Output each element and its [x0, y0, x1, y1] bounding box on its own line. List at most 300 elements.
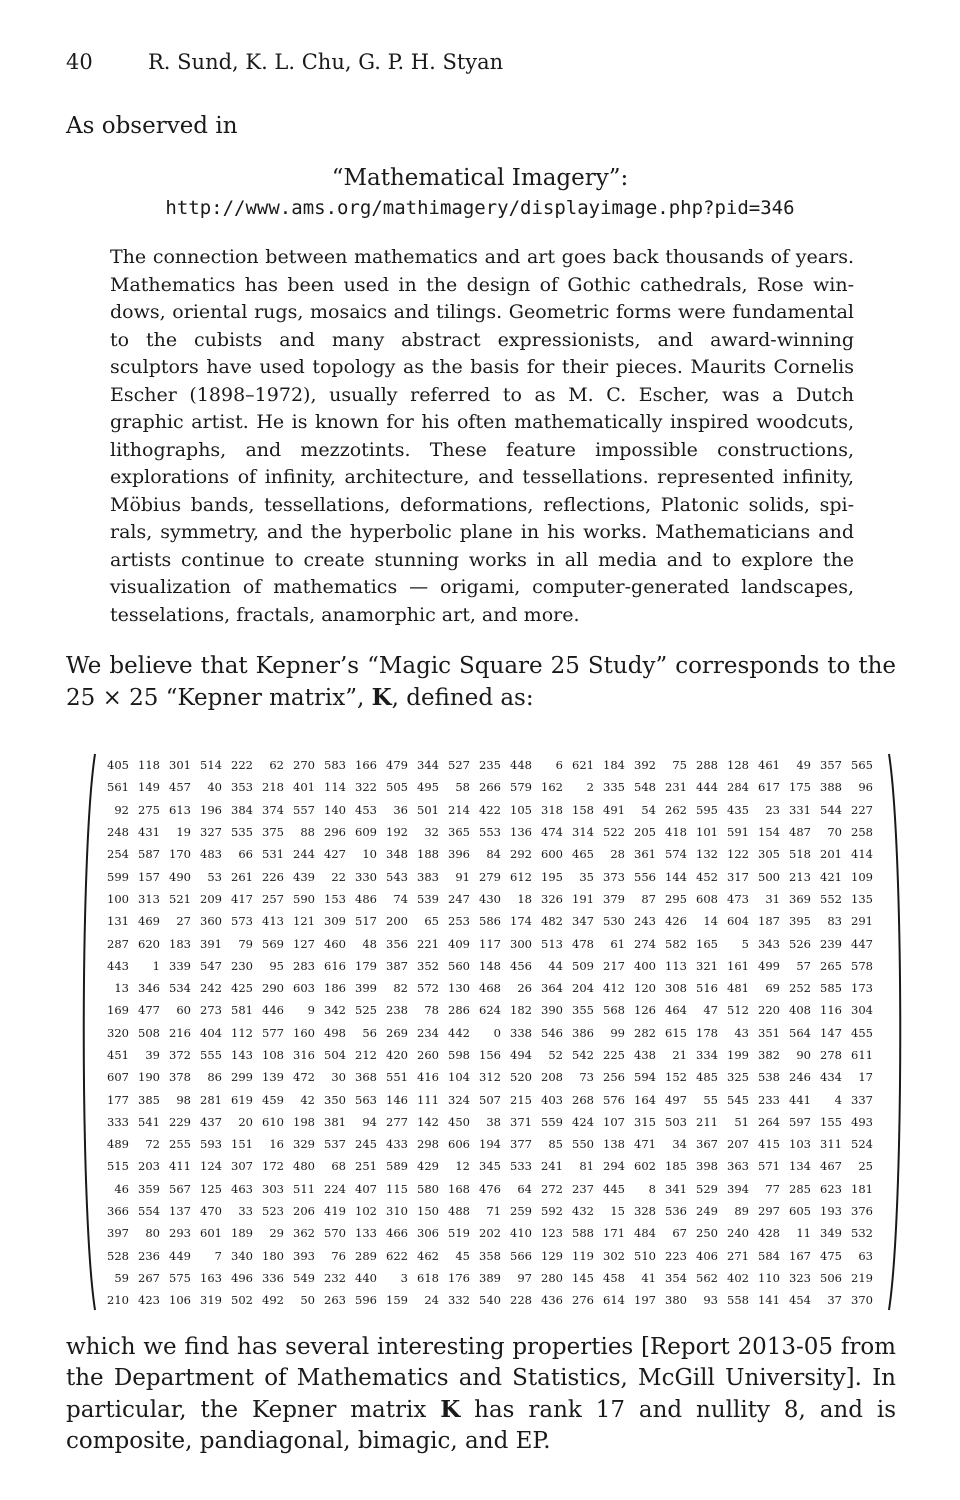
matrix-cell: 558: [727, 1293, 749, 1308]
matrix-cell: 342: [324, 1003, 346, 1018]
matrix-cell: 358: [479, 1248, 501, 1263]
matrix-cell: 570: [324, 1226, 346, 1241]
matrix-cell: 355: [572, 1003, 594, 1018]
matrix-row: [98, 821, 873, 843]
matrix-cell: 546: [541, 1025, 563, 1040]
matrix-cell: 603: [293, 981, 315, 996]
matrix-cell: 533: [510, 1159, 532, 1174]
matrix-cell: 445: [603, 1181, 625, 1196]
matrix-cell: 597: [789, 1114, 811, 1129]
matrix-cell: 556: [634, 869, 656, 884]
matrix-cell: 221: [417, 936, 439, 951]
matrix-cell: 17: [858, 1070, 873, 1085]
matrix-cell: 58: [455, 780, 470, 795]
matrix-cell: 343: [758, 936, 780, 951]
matrix-cell: 69: [765, 981, 780, 996]
matrix-cell: 186: [324, 981, 346, 996]
matrix-row: [98, 1222, 873, 1244]
matrix-cell: 109: [851, 869, 873, 884]
matrix-cell: 341: [665, 1181, 687, 1196]
matrix-cell: 536: [665, 1204, 687, 1219]
matrix-cell: 514: [200, 758, 222, 773]
matrix-cell: 216: [169, 1025, 191, 1040]
matrix-cell: 405: [107, 758, 129, 773]
matrix-cell: 579: [510, 780, 532, 795]
matrix-cell: 246: [789, 1070, 811, 1085]
matrix-cell: 103: [789, 1137, 811, 1152]
matrix-cell: 303: [262, 1181, 284, 1196]
matrix-cell: 54: [641, 802, 656, 817]
matrix-cell: 322: [355, 780, 377, 795]
matrix-cell: 464: [665, 1003, 687, 1018]
matrix-cell: 582: [665, 936, 687, 951]
matrix-cell: 513: [541, 936, 563, 951]
matrix-cell: 571: [758, 1159, 780, 1174]
matrix-cell: 238: [386, 1003, 408, 1018]
matrix-cell: 161: [727, 958, 749, 973]
matrix-cell: 595: [696, 802, 718, 817]
matrix-cell: 554: [138, 1204, 160, 1219]
matrix-cell: 563: [355, 1092, 377, 1107]
matrix-table: [98, 754, 873, 1311]
matrix-cell: 60: [176, 1003, 191, 1018]
matrix-cell: 489: [107, 1137, 129, 1152]
matrix-cell: 170: [169, 847, 191, 862]
matrix-cell: 369: [789, 891, 811, 906]
matrix-cell: 585: [820, 981, 842, 996]
matrix-cell: 165: [696, 936, 718, 951]
matrix-cell: 187: [758, 914, 780, 929]
matrix-cell: 366: [107, 1204, 129, 1219]
matrix-cell: 92: [114, 802, 129, 817]
matrix-cell: 2: [586, 780, 594, 795]
matrix-cell: 197: [634, 1293, 656, 1308]
matrix-cell: 515: [107, 1159, 129, 1174]
matrix-cell: 568: [603, 1003, 625, 1018]
matrix-cell: 426: [665, 914, 687, 929]
matrix-cell: 6: [555, 758, 563, 773]
matrix-cell: 110: [758, 1270, 780, 1285]
matrix-cell: 262: [665, 802, 687, 817]
matrix-cell: 461: [758, 758, 780, 773]
matrix-cell: 159: [386, 1293, 408, 1308]
matrix-cell: 184: [603, 758, 625, 773]
matrix-cell: 196: [200, 802, 222, 817]
matrix-cell: 423: [138, 1293, 160, 1308]
matrix-row: [98, 1245, 873, 1267]
matrix-cell: 573: [231, 914, 253, 929]
matrix-cell: 297: [758, 1204, 780, 1219]
matrix-cell: 132: [696, 847, 718, 862]
matrix-cell: 212: [355, 1048, 377, 1062]
matrix-cell: 46: [114, 1181, 129, 1196]
matrix-cell: 466: [386, 1226, 408, 1241]
matrix-cell: 604: [727, 914, 749, 929]
matrix-cell: 185: [665, 1159, 687, 1174]
matrix-cell: 471: [634, 1137, 656, 1152]
matrix-cell: 446: [262, 1003, 284, 1018]
matrix-cell: 418: [665, 825, 687, 840]
matrix-cell: 301: [169, 758, 191, 773]
matrix-cell: 207: [727, 1137, 749, 1152]
matrix-cell: 33: [238, 1204, 253, 1219]
matrix-cell: 211: [696, 1114, 718, 1129]
matrix-cell: 425: [231, 981, 253, 996]
matrix-cell: 487: [789, 825, 811, 840]
matrix-cell: 173: [851, 981, 873, 996]
matrix-cell: 424: [572, 1114, 594, 1129]
matrix-cell: 365: [448, 825, 470, 840]
matrix-cell: 105: [510, 802, 532, 817]
matrix-cell: 81: [579, 1159, 594, 1174]
matrix-cell: 564: [789, 1025, 811, 1040]
matrix-cell: 30: [331, 1070, 346, 1085]
matrix-cell: 164: [634, 1092, 656, 1107]
matrix-cell: 111: [417, 1092, 439, 1107]
matrix-cell: 389: [479, 1270, 501, 1285]
matrix-cell: 93: [703, 1293, 718, 1308]
matrix-cell: 551: [386, 1070, 408, 1085]
matrix-cell: 98: [176, 1092, 191, 1107]
matrix-cell: 63: [858, 1248, 873, 1263]
matrix-cell: 382: [758, 1048, 780, 1062]
right-parenthesis: [886, 752, 906, 1312]
matrix-cell: 325: [727, 1070, 749, 1085]
matrix-cell: 428: [758, 1226, 780, 1241]
matrix-cell: 66: [238, 847, 253, 862]
matrix-cell: 420: [386, 1048, 408, 1062]
matrix-cell: 202: [479, 1226, 501, 1241]
matrix-cell: 427: [324, 847, 346, 862]
matrix-cell: 363: [727, 1159, 749, 1174]
matrix-cell: 222: [231, 758, 253, 773]
matrix-cell: 172: [262, 1159, 284, 1174]
matrix-cell: 80: [145, 1226, 160, 1241]
matrix-cell: 239: [820, 936, 842, 951]
matrix-cell: 338: [510, 1025, 532, 1040]
matrix-cell: 560: [448, 958, 470, 973]
matrix-cell: 199: [727, 1048, 749, 1062]
matrix-cell: 228: [510, 1293, 532, 1308]
matrix-cell: 206: [293, 1204, 315, 1219]
matrix-cell: 37: [827, 1293, 842, 1308]
matrix-cell: 419: [324, 1204, 346, 1219]
matrix-cell: 38: [486, 1114, 501, 1129]
matrix-cell: 210: [107, 1293, 129, 1308]
matrix-cell: 253: [448, 914, 470, 929]
matrix-cell: 380: [665, 1293, 687, 1308]
matrix-cell: 191: [572, 891, 594, 906]
matrix-cell: 397: [107, 1226, 129, 1241]
matrix-cell: 543: [386, 869, 408, 884]
matrix-cell: 384: [231, 802, 253, 817]
matrix-cell: 274: [634, 936, 656, 951]
matrix-cell: 566: [510, 1248, 532, 1263]
matrix-cell: 574: [665, 847, 687, 862]
matrix-cell: 406: [696, 1248, 718, 1263]
matrix-cell: 576: [603, 1092, 625, 1107]
matrix-row: [98, 1066, 873, 1088]
matrix-cell: 612: [510, 869, 532, 884]
matrix-cell: 535: [231, 825, 253, 840]
matrix-cell: 107: [603, 1114, 625, 1129]
matrix-cell: 119: [572, 1248, 594, 1263]
matrix-cell: 492: [262, 1293, 284, 1308]
matrix-cell: 314: [572, 825, 594, 840]
matrix-cell: 524: [851, 1137, 873, 1152]
matrix-cell: 15: [610, 1204, 625, 1219]
matrix-cell: 391: [200, 936, 222, 951]
matrix-cell: 290: [262, 981, 284, 996]
matrix-cell: 476: [479, 1181, 501, 1196]
matrix-cell: 429: [417, 1159, 439, 1174]
matrix-cell: 48: [362, 936, 377, 951]
matrix-cell: 351: [758, 1025, 780, 1040]
matrix-cell: 617: [758, 780, 780, 795]
matrix-cell: 223: [665, 1248, 687, 1263]
matrix-row: [98, 1088, 873, 1110]
matrix-cell: 469: [138, 914, 160, 929]
matrix-cell: 76: [331, 1248, 346, 1263]
matrix-cell: 430: [479, 891, 501, 906]
matrix-cell: 100: [107, 891, 129, 906]
matrix-cell: 292: [510, 847, 532, 862]
matrix-cell: 526: [789, 936, 811, 951]
matrix-cell: 475: [820, 1248, 842, 1263]
matrix-cell: 171: [603, 1226, 625, 1241]
matrix-cell: 400: [634, 958, 656, 973]
matrix-cell: 49: [796, 758, 811, 773]
matrix-cell: 483: [200, 847, 222, 862]
matrix-cell: 583: [324, 758, 346, 773]
matrix-cell: 413: [262, 914, 284, 929]
matrix-cell: 190: [138, 1070, 160, 1085]
matrix-cell: 608: [696, 891, 718, 906]
matrix-cell: 45: [455, 1248, 470, 1263]
matrix-cell: 360: [200, 914, 222, 929]
matrix-cell: 456: [510, 958, 532, 973]
matrix-cell: 588: [572, 1226, 594, 1241]
matrix-cell: 123: [541, 1226, 563, 1241]
matrix-cell: 282: [634, 1025, 656, 1040]
matrix-cell: 321: [696, 958, 718, 973]
matrix-cell: 422: [479, 802, 501, 817]
matrix-cell: 549: [293, 1270, 315, 1285]
matrix-cell: 21: [672, 1048, 687, 1062]
matrix-cell: 474: [541, 825, 563, 840]
matrix-cell: 523: [262, 1204, 284, 1219]
matrix-cell: 231: [665, 780, 687, 795]
matrix-cell: 472: [293, 1070, 315, 1085]
matrix-cell: 495: [417, 780, 439, 795]
matrix-cell: 272: [541, 1181, 563, 1196]
matrix-cell: 302: [603, 1248, 625, 1263]
matrix-cell: 120: [634, 981, 656, 996]
matrix-cell: 198: [293, 1114, 315, 1129]
matrix-cell: 453: [355, 802, 377, 817]
matrix-cell: 519: [448, 1226, 470, 1241]
matrix-cell: 527: [448, 758, 470, 773]
matrix-cell: 567: [169, 1181, 191, 1196]
matrix-cell: 520: [510, 1070, 532, 1085]
matrix-row: [98, 1022, 873, 1044]
matrix-cell: 83: [827, 914, 842, 929]
matrix-cell: 354: [665, 1270, 687, 1285]
matrix-cell: 10: [362, 847, 377, 862]
matrix-cell: 458: [603, 1270, 625, 1285]
matrix-cell: 613: [169, 802, 191, 817]
paragraph-text: We believe that Kepner’s “Magic Square 25 Study” corresponds to the 25 × 25 “Kepner matrix”,: [66, 653, 896, 711]
matrix-cell: 447: [851, 936, 873, 951]
matrix-cell: 451: [107, 1048, 129, 1062]
matrix-row: [98, 1289, 873, 1311]
matrix-cell: 23: [765, 802, 780, 817]
kepner-matrix: [78, 752, 908, 1312]
matrix-row: [98, 999, 873, 1021]
matrix-cell: 530: [603, 914, 625, 929]
matrix-cell: 97: [517, 1270, 532, 1285]
matrix-cell: 319: [200, 1293, 222, 1308]
matrix-cell: 491: [603, 802, 625, 817]
matrix-cell: 309: [324, 914, 346, 929]
matrix-cell: 101: [696, 825, 718, 840]
intro-text: As observed in: [66, 113, 238, 139]
matrix-cell: 148: [479, 958, 501, 973]
matrix-cell: 316: [293, 1048, 315, 1062]
matrix-cell: 32: [424, 825, 439, 840]
matrix-cell: 141: [758, 1293, 780, 1308]
matrix-cell: 14: [703, 914, 718, 929]
matrix-cell: 39: [145, 1048, 160, 1062]
matrix-cell: 525: [355, 1003, 377, 1018]
matrix-cell: 359: [138, 1181, 160, 1196]
matrix-cell: 592: [541, 1204, 563, 1219]
matrix-cell: 326: [541, 891, 563, 906]
matrix-cell: 56: [362, 1025, 377, 1040]
matrix-cell: 479: [386, 758, 408, 773]
source-url[interactable]: http://www.ams.org/mathimagery/displayimage.php?pid=346: [165, 197, 795, 219]
matrix-cell: 227: [851, 802, 873, 817]
matrix-row: [98, 1267, 873, 1289]
matrix-cell: 65: [424, 914, 439, 929]
matrix-cell: 545: [727, 1092, 749, 1107]
matrix-cell: 226: [262, 869, 284, 884]
matrix-cell: 403: [541, 1092, 563, 1107]
matrix-cell: 334: [696, 1048, 718, 1062]
matrix-cell: 144: [665, 869, 687, 884]
matrix-cell: 333: [107, 1114, 129, 1129]
matrix-cell: 344: [417, 758, 439, 773]
matrix-cell: 395: [789, 914, 811, 929]
matrix-cell: 580: [417, 1181, 439, 1196]
matrix-cell: 255: [169, 1137, 191, 1152]
matrix-cell: 51: [734, 1114, 749, 1129]
matrix-cell: 285: [789, 1181, 811, 1196]
matrix-cell: 305: [758, 847, 780, 862]
matrix-cell: 194: [479, 1137, 501, 1152]
matrix-cell: 151: [231, 1137, 253, 1152]
matrix-cell: 280: [541, 1270, 563, 1285]
matrix-cell: 340: [231, 1248, 253, 1263]
matrix-cell: 460: [324, 936, 346, 951]
matrix-cell: 417: [231, 891, 253, 906]
matrix-cell: 84: [486, 847, 501, 862]
matrix-cell: 347: [572, 914, 594, 929]
matrix-cell: 538: [758, 1070, 780, 1085]
matrix-row: [98, 754, 873, 776]
matrix-cell: 41: [641, 1270, 656, 1285]
matrix-cell: 260: [417, 1048, 439, 1062]
matrix-cell: 106: [169, 1293, 191, 1308]
matrix-cell: 498: [324, 1025, 346, 1040]
matrix-cell: 345: [479, 1159, 501, 1174]
matrix-cell: 598: [448, 1048, 470, 1062]
matrix-cell: 240: [727, 1226, 749, 1241]
matrix-cell: 605: [789, 1204, 811, 1219]
matrix-cell: 163: [200, 1270, 222, 1285]
matrix-row: [98, 1178, 873, 1200]
matrix-cell: 606: [448, 1137, 470, 1152]
matrix-cell: 44: [548, 958, 563, 973]
matrix-cell: 578: [851, 958, 873, 973]
matrix-cell: 444: [696, 780, 718, 795]
matrix-cell: 621: [572, 758, 594, 773]
matrix-cell: 126: [634, 1003, 656, 1018]
matrix-cell: 267: [138, 1270, 160, 1285]
matrix-cell: 3: [400, 1270, 408, 1285]
matrix-cell: 591: [727, 825, 749, 840]
matrix-cell: 268: [572, 1092, 594, 1107]
matrix-cell: 179: [355, 958, 377, 973]
matrix-cell: 577: [262, 1025, 284, 1040]
matrix-cell: 154: [758, 825, 780, 840]
matrix-cell: 287: [107, 936, 129, 951]
matrix-cell: 565: [851, 758, 873, 773]
matrix-cell: 537: [324, 1137, 346, 1152]
matrix-cell: 300: [510, 936, 532, 951]
paragraph-kepner-definition: [66, 651, 896, 714]
matrix-cell: 220: [758, 1003, 780, 1018]
matrix-cell: 218: [262, 780, 284, 795]
matrix-cell: 104: [448, 1070, 470, 1085]
matrix-cell: 507: [479, 1092, 501, 1107]
matrix-cell: 157: [138, 869, 160, 884]
matrix-cell: 493: [851, 1114, 873, 1129]
matrix-symbol: K: [440, 1396, 461, 1423]
matrix-cell: 348: [386, 847, 408, 862]
matrix-cell: 150: [417, 1204, 439, 1219]
matrix-cell: 339: [169, 958, 191, 973]
matrix-cell: 431: [138, 825, 160, 840]
matrix-cell: 488: [448, 1204, 470, 1219]
matrix-cell: 624: [479, 1003, 501, 1018]
matrix-cell: 176: [448, 1270, 470, 1285]
matrix-cell: 584: [758, 1248, 780, 1263]
matrix-cell: 50: [300, 1293, 315, 1308]
matrix-cell: 7: [214, 1248, 222, 1263]
matrix-row: [98, 843, 873, 865]
running-header: [66, 50, 503, 74]
matrix-cell: 278: [820, 1048, 842, 1062]
matrix-cell: 408: [789, 1003, 811, 1018]
matrix-cell: 256: [603, 1070, 625, 1085]
matrix-cell: 53: [207, 869, 222, 884]
matrix-cell: 52: [548, 1048, 563, 1062]
matrix-cell: 409: [448, 936, 470, 951]
matrix-cell: 346: [138, 981, 160, 996]
page-number: 40: [66, 50, 93, 74]
matrix-cell: 462: [417, 1248, 439, 1263]
